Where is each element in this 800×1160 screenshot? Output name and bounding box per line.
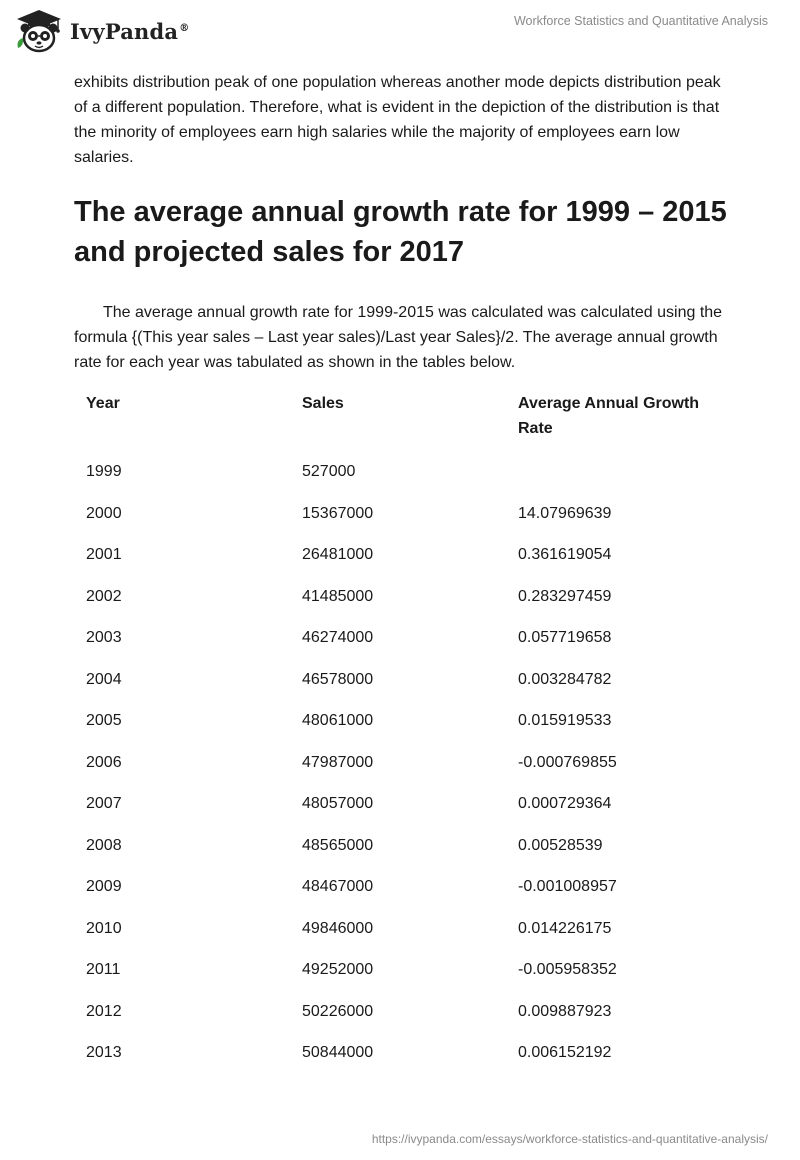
cell-year: 1999 <box>86 463 122 480</box>
cell-growth-rate: 0.015919533 <box>518 712 612 729</box>
table-row <box>74 825 728 867</box>
table-row <box>74 742 728 784</box>
ivypanda-logo[interactable] <box>14 8 189 54</box>
cell-year: 2002 <box>86 587 122 605</box>
essay-content <box>74 70 728 1074</box>
cell-growth-rate: -0.000769855 <box>518 753 617 771</box>
header-sales: Sales <box>302 395 344 412</box>
cell-sales: 48565000 <box>302 836 374 854</box>
cell-growth-rate <box>506 451 728 493</box>
cell-sales: 48057000 <box>302 795 374 812</box>
cell-year: 2010 <box>86 919 122 937</box>
cell-year: 2011 <box>86 961 121 978</box>
cell-year: 2006 <box>86 753 122 771</box>
table-row <box>74 576 728 618</box>
intro-paragraph: exhibits distribution peak of one population whereas another mode depicts distribution peak of a different population. Therefore, what is evident in the depiction of the distribution is that the minority of employees earn high salaries while the majority of employees earn low salaries. <box>74 74 721 166</box>
table-row <box>74 908 728 950</box>
table-row <box>74 949 728 991</box>
registered-mark: ® <box>179 22 190 34</box>
cell-growth-rate: 0.009887923 <box>518 1002 612 1020</box>
header-growth-rate: Average Annual Growth Rate <box>518 395 700 437</box>
cell-year: 2009 <box>86 878 122 895</box>
cell-year: 2005 <box>86 712 122 729</box>
table-row <box>74 991 728 1033</box>
brand-name: IvyPanda® <box>70 18 190 44</box>
cell-sales: 46274000 <box>302 629 374 646</box>
cell-year: 2013 <box>86 1044 122 1061</box>
table-row <box>74 451 728 493</box>
cell-sales: 48467000 <box>302 878 374 895</box>
cell-year: 2007 <box>86 795 122 812</box>
cell-year: 2012 <box>86 1002 122 1020</box>
section-heading: The average annual growth rate for 1999 – 2015 and projected sales for 2017 <box>74 196 727 268</box>
cell-growth-rate: 14.07969639 <box>518 504 612 522</box>
cell-sales: 50226000 <box>302 1002 374 1020</box>
cell-sales: 15367000 <box>302 504 374 522</box>
table-row <box>74 866 728 908</box>
section-paragraph: The average annual growth rate for 1999-2015 was calculated was calculated using the formula {(This year sales – Last year sales)/Last year Sales}/2. The average annual growth rate for each year was tabulated as shown in the tables below. <box>74 304 723 371</box>
page-header <box>0 0 800 70</box>
table-row <box>74 534 728 576</box>
table-row <box>74 700 728 742</box>
table-row <box>74 617 728 659</box>
table-row <box>74 1032 728 1074</box>
cell-growth-rate: -0.001008957 <box>518 878 617 895</box>
panda-graduate-logo-icon <box>14 8 64 54</box>
cell-growth-rate: 0.014226175 <box>518 919 612 937</box>
cell-year: 2008 <box>86 836 122 854</box>
cell-growth-rate: -0.005958352 <box>518 961 617 978</box>
cell-sales: 26481000 <box>302 546 374 563</box>
cell-growth-rate: 0.057719658 <box>518 629 612 646</box>
table-row <box>74 783 728 825</box>
cell-sales: 527000 <box>302 463 356 480</box>
cell-year: 2003 <box>86 629 122 646</box>
source-url-link[interactable]: https://ivypanda.com/essays/workforce-statistics-and-quantitative-analysis/ <box>371 1132 768 1146</box>
cell-sales: 49252000 <box>302 961 374 978</box>
cell-sales: 49846000 <box>302 919 374 937</box>
cell-growth-rate: 0.000729364 <box>518 795 612 812</box>
cell-year: 2000 <box>86 504 122 522</box>
cell-growth-rate: 0.006152192 <box>518 1044 612 1061</box>
cell-year: 2001 <box>86 546 122 563</box>
cell-growth-rate: 0.003284782 <box>518 670 612 688</box>
cell-growth-rate: 0.00528539 <box>518 836 603 854</box>
table-header-row <box>74 385 728 451</box>
table-row <box>74 659 728 701</box>
document-title: Workforce Statistics and Quantitative Analysis <box>513 14 768 28</box>
cell-growth-rate: 0.361619054 <box>518 546 612 563</box>
table-row <box>74 493 728 535</box>
cell-sales: 48061000 <box>302 712 374 729</box>
cell-sales: 46578000 <box>302 670 374 688</box>
header-year: Year <box>86 395 120 412</box>
growth-rate-table <box>74 385 728 1074</box>
cell-sales: 47987000 <box>302 753 374 771</box>
cell-year: 2004 <box>86 670 122 688</box>
cell-sales: 41485000 <box>302 587 374 605</box>
cell-growth-rate: 0.283297459 <box>518 587 612 605</box>
cell-sales: 50844000 <box>302 1044 374 1061</box>
